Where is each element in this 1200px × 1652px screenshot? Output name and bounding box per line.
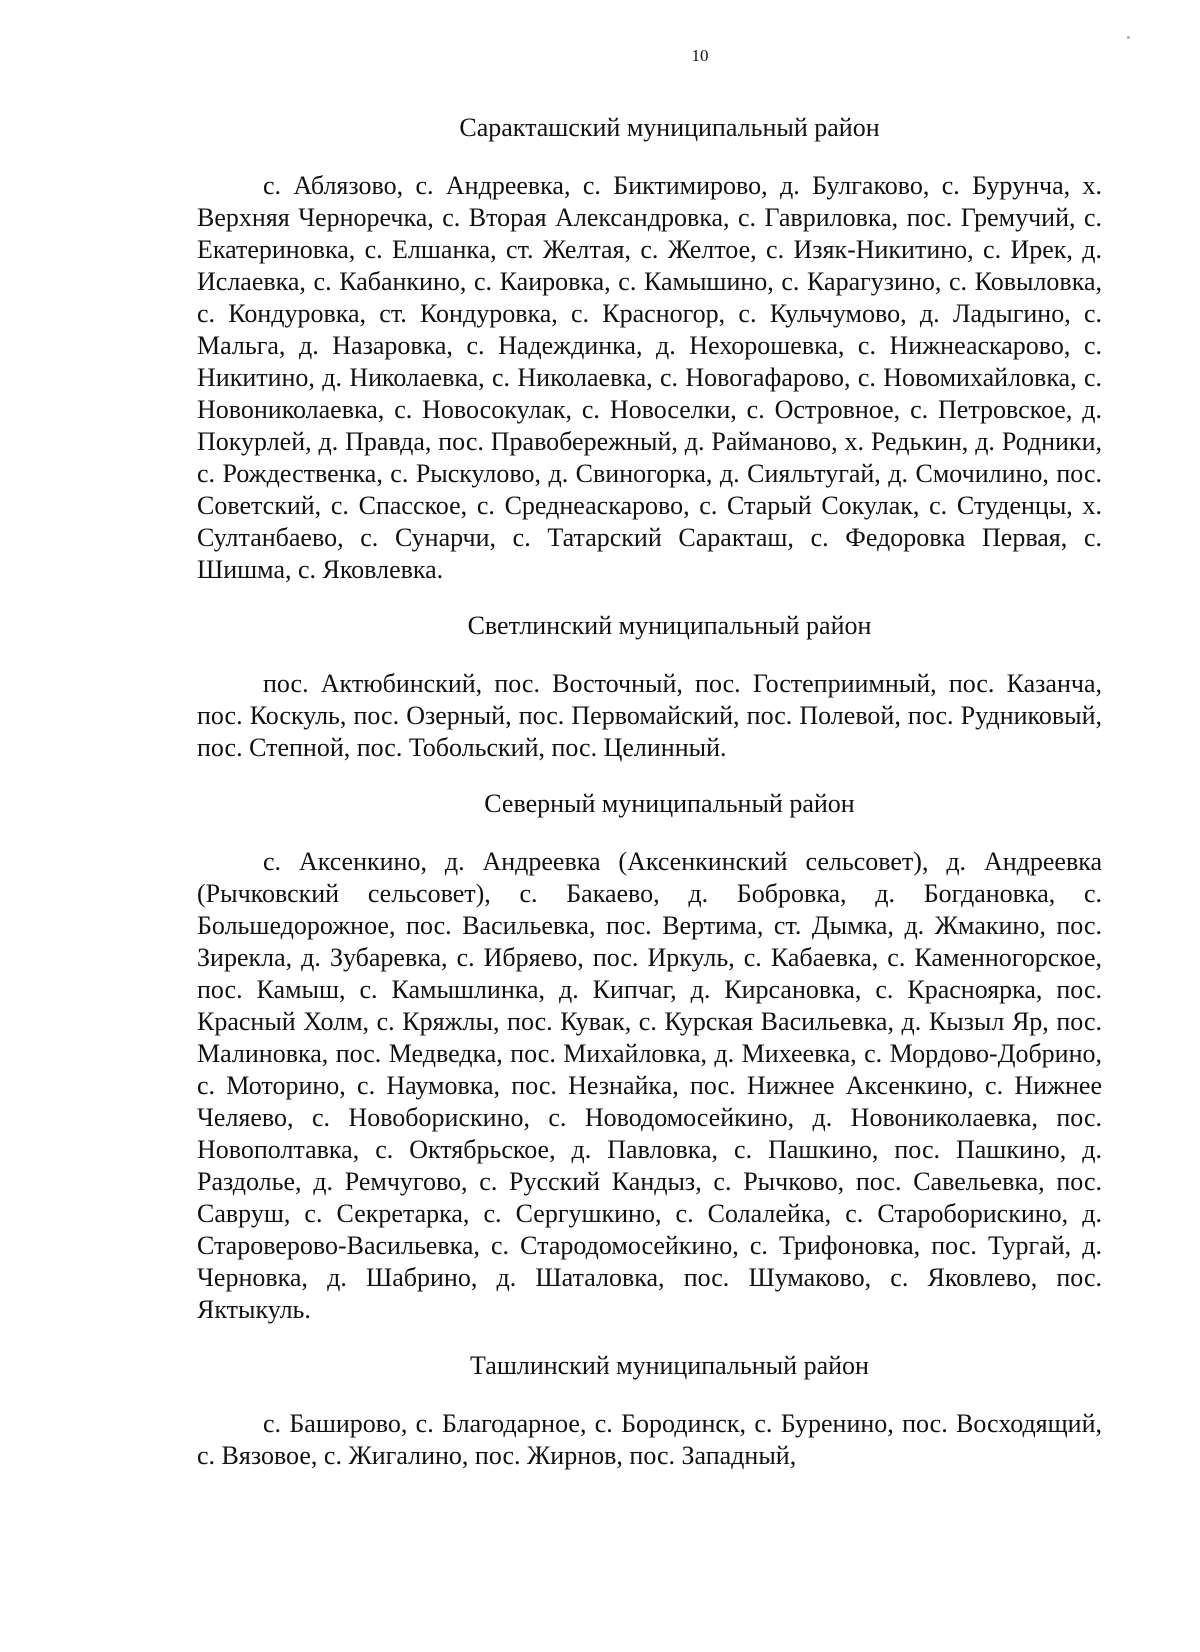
district-section-tashla (197, 1350, 1102, 1472)
scan-speck (1127, 36, 1130, 39)
district-settlements: с. Баширово, с. Благодарное, с. Бородинск, с. Буренино, пос. Восходящий, с. Вязовое, с. Жигалино, пос. Жирнов, пос. Западный, (197, 1409, 1102, 1470)
page-number: 10 (691, 46, 709, 65)
district-title: Ташлинский муниципальный район (470, 1351, 869, 1380)
district-settlements: с. Аксенкино, д. Андреевка (Аксенкинский сельсовет), д. Андреевка (Рычковский сельсовет), с. Бакаево, д. Бобровка, д. Богдановка, с. Большедорожное, пос. Васильевка, пос. Вертима, ст. Дымка, д. Жмакино, пос. Зирекла, д. Зубаревка, с. Ибряево, пос. Иркуль, с. Кабаевка, с. Каменногорское, пос. Камыш, с. Камышлинка, д. Кипчаг, д. Кирсановка, с. Красноярка, пос. Красный Холм, с. Кряжлы, пос. Кувак, с. Курская Васильевка, д. Кызыл Яр, пос. Малиновка, пос. Медведка, пос. Михайловка, д. Михеевка, с. Мордово-Добрино, с. Моторино, с. Наумовка, пос. Незнайка, пос. Нижнее Аксенкино, с. Нижнее Челяево, с. Новоборискино, с. Новодомосейкино, д. Новониколаевка, пос. Новополтавка, с. Октябрьское, д. Павловка, с. Пашкино, пос. Пашкино, д. Раздолье, д. Ремчугово, с. Русский Кандыз, с. Рычково, пос. Савельевка, пос. Савруш, с. Секретарка, с. Сергушкино, с. Солалейка, с. Староборискино, д. Староверово-Васильевка, с. Стародомосейкино, с. Трифоновка, пос. Тургай, д. Черновка, д. Шабрино, д. Шаталовка, пос. Шумаково, с. Яковлево, пос. Яктыкуль. (197, 847, 1102, 1324)
district-title: Светлинский муниципальный район (467, 611, 872, 640)
document-body (197, 112, 1102, 1496)
district-title: Саракташский муниципальный район (459, 113, 880, 142)
district-settlements: с. Аблязово, с. Андреевка, с. Биктимирово, д. Булгаково, с. Бурунча, х. Верхняя Черноречка, с. Вторая Александровка, с. Гавриловка, пос. Гремучий, с. Екатериновка, с. Елшанка, ст. Желтая, с. Желтое, с. Изяк-Никитино, с. Ирек, д. Ислаевка, с. Кабанкино, с. Каировка, с. Камышино, с. Карагузино, с. Ковыловка, с. Кондуровка, ст. Кондуровка, с. Красногор, с. Кульчумово, д. Ладыгино, с. Мальга, д. Назаровка, с. Надеждинка, д. Нехорошевка, с. Нижнеаскарово, с. Никитино, д. Николаевка, с. Николаевка, с. Новогафарово, с. Новомихайловка, с. Новониколаевка, с. Новосокулак, с. Новоселки, с. Островное, с. Петровское, д. Покурлей, д. Правда, пос. Правобережный, д. Райманово, х. Редькин, д. Родники, с. Рождественка, с. Рыскулово, д. Свиногорка, д. Сияльтугай, д. Смочилино, пос. Советский, с. Спасское, с. Среднеаскарово, с. Старый Сокулак, с. Студенцы, х. Султанбаево, с. Сунарчи, с. Татарский Саракташ, с. Федоровка Первая, с. Шишма, с. Яковлевка. (197, 171, 1102, 584)
district-section-svetly (197, 610, 1102, 764)
district-settlements: пос. Актюбинский, пос. Восточный, пос. Гостеприимный, пос. Казанча, пос. Коскуль, пос. Озерный, пос. Первомайский, пос. Полевой, пос. Рудниковый, пос. Степной, пос. Тобольский, пос. Целинный. (197, 669, 1102, 762)
district-section-severny (197, 788, 1102, 1326)
district-title: Северный муниципальный район (484, 789, 855, 818)
district-section-saraktash (197, 112, 1102, 586)
